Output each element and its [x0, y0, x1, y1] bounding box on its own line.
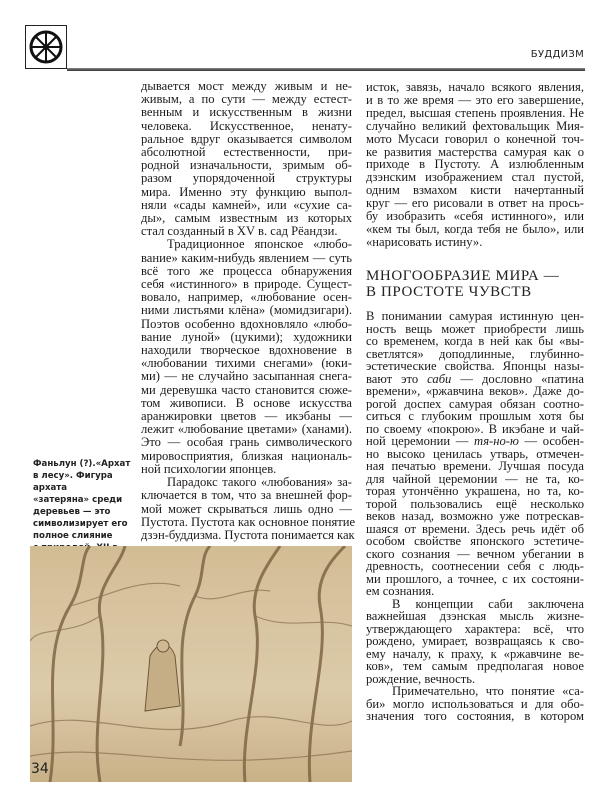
- text-line: вовало, например, «любование осен-: [141, 290, 352, 305]
- page-number: 34: [31, 761, 49, 777]
- caption-line: полное слияние: [33, 531, 113, 541]
- arhat-in-forest-painting: [30, 546, 352, 782]
- text-line: Традиционное японское «любо-: [167, 237, 352, 252]
- text-line: аранжировки цветов — икэбаны —: [141, 409, 352, 424]
- text-line: «кем ты был, когда тебя не было», или: [366, 221, 584, 236]
- caption-line: деревьев — это: [33, 507, 111, 517]
- text-line: ков», тем самым предполагая новое: [366, 659, 584, 673]
- section-heading-line: МНОГООБРАЗИЕ МИРА —: [366, 268, 560, 284]
- caption-line: Фаньлун (?).«Архат: [33, 459, 131, 469]
- text-line: случайно великий фехтовальщик Мия-: [366, 118, 584, 133]
- text-line: ной церемонии — тя-но-ю — особен-: [366, 434, 584, 448]
- caption-line: в лесу». Фигура архата: [33, 471, 113, 493]
- text-line: торая утончённо украшена, но та, ко-: [366, 484, 584, 498]
- text-line: себя «истинного» в природе. Сущест-: [141, 277, 352, 292]
- text-line: Примечательно, что понятие «са-: [392, 684, 584, 698]
- text-line: разом упорядоченной структуры: [141, 171, 352, 186]
- text-line: дывается мост между живым и не-: [141, 79, 352, 93]
- text-line: человека. Искусственное, ненату-: [141, 118, 352, 133]
- text-line: предел, высшая степень проявления. Не: [366, 105, 584, 120]
- text-line: ральное вдруг оказывается символом: [141, 131, 352, 146]
- text-line: лежит «любование цветами» (ханами).: [141, 422, 352, 437]
- text-line: ми) — не случайно засыпанная снега-: [141, 369, 352, 384]
- text-line: значения того состояния, в котором: [366, 709, 584, 723]
- text-line: «нарисовать истину».: [366, 234, 483, 249]
- text-column-2-top: [366, 81, 584, 249]
- text-line: ми деревушка часто становится сюже-: [141, 382, 352, 397]
- text-line: ем сознания.: [366, 584, 435, 598]
- text-line: «любовании тихими снегами» (юки-: [141, 356, 352, 371]
- text-line: ситься с глубоким прошлым хотя бы: [366, 409, 584, 423]
- text-line: дзэнским изображением стал пустой,: [366, 170, 584, 185]
- caption-line: «затеряна» среди: [33, 495, 123, 505]
- text-line: рогой доспех самурая обязан соотно-: [366, 396, 584, 411]
- text-line: шаяся от времени. Здесь речь идёт об: [366, 521, 584, 536]
- text-line: том живописи. В основе искусства: [141, 395, 352, 410]
- text-line: абсолютной естественности, при-: [141, 145, 352, 160]
- text-line: дзэн-буддизма. Пустота понимается как: [141, 527, 355, 542]
- text-line: особом свойстве японского эстетиче-: [366, 534, 584, 548]
- text-line: времени», «ржавчина веков». Даже до-: [366, 384, 584, 398]
- text-line: веков назад, возможно уже потрескав-: [366, 509, 584, 523]
- text-line: родной изначальности, зримым об-: [141, 158, 352, 173]
- text-line: ского сознания — вечном убегании в: [366, 546, 584, 561]
- text-line: В концепции саби заключена: [392, 596, 584, 611]
- text-line: мой может скрываться лишь одно —: [141, 501, 352, 516]
- text-line: бу изобразить «себя истинного», или: [366, 209, 584, 224]
- text-line: эстетические свойства. Японцы назы-: [366, 359, 584, 373]
- text-line: ключается в том, что за внешней фор-: [141, 488, 352, 503]
- text-line: ность вещь может приобрести лишь: [366, 321, 584, 336]
- text-line: утверждающего характера: всё, что: [366, 621, 584, 636]
- text-line: мира. Именно эту функцию выпол-: [141, 184, 352, 199]
- text-line: живым, а по сути — между естест-: [141, 92, 352, 107]
- text-column-2-bottom: [366, 310, 584, 723]
- text-line: круг — его рисовали в ответ на прось-: [366, 196, 584, 211]
- text-line: мото Мусаси говорил о конечной точ-: [366, 131, 584, 146]
- text-line: ды», самым известным из которых: [141, 211, 352, 226]
- dharma-wheel-logo: [25, 25, 67, 69]
- text-line: исток, завязь, начало всякого явления,: [366, 80, 584, 94]
- text-column-1: [141, 79, 356, 542]
- text-line: со временем, когда в ней как бы «вы-: [366, 334, 584, 348]
- text-line: Парадокс такого «любования» за-: [167, 475, 352, 490]
- text-line: торой пользовались ещё несколько: [366, 496, 584, 511]
- text-line: важнейшая дзэнская мысль жизне-: [366, 609, 584, 623]
- text-line: В понимании самурая истинную цен-: [366, 309, 584, 323]
- text-line: рождено, умирает, возвращаясь к сво-: [366, 634, 584, 648]
- text-line: вание» каким-нибудь явлением — суть: [141, 250, 352, 265]
- text-line: ке развития мастерства самурая как о: [366, 144, 584, 159]
- text-line: ему началу, к праху, к «ржавчине ве-: [366, 646, 584, 661]
- text-line: приходе в Пустоту. А излюбленным: [366, 157, 584, 172]
- section-title: БУДДИЗМ: [530, 49, 584, 60]
- text-line: находили творческое вдохновение в: [141, 343, 352, 358]
- text-line: вают это саби — дословно «патина: [366, 371, 584, 386]
- text-line: няли «сады камней», или «сухие са-: [141, 197, 352, 212]
- text-line: рождение, вечность.: [366, 671, 476, 686]
- text-line: древность, соотнесении себя с людь-: [366, 559, 584, 573]
- text-line: ми прошлого, а точнее, с их состояни-: [366, 571, 584, 586]
- figure-caption: [33, 458, 133, 554]
- text-line: би» могло использоваться и для обо-: [366, 696, 584, 711]
- text-line: по своему «покрою». В икэбане и чай-: [366, 421, 584, 436]
- text-line: венным и искусственным в жизни: [141, 105, 352, 120]
- text-line: вание луной» (цукими); художники: [141, 329, 352, 344]
- section-heading: [366, 268, 586, 300]
- text-line: ной психологии японцев.: [141, 461, 277, 476]
- text-line: светлятся» доподлинные, глубинно-: [366, 346, 584, 361]
- text-line: одним взмахом кисти начертанный: [366, 183, 584, 198]
- dharma-wheel-icon: [29, 30, 63, 64]
- text-line: для чайной церемонии — не та, ко-: [366, 471, 584, 486]
- text-line: Пустота. Пустота как основное понятие: [141, 514, 356, 529]
- text-line: и в то же время — это его завершение,: [366, 92, 584, 107]
- text-line: Это — особая грань символического: [141, 435, 352, 450]
- text-line: ними листьями клёна» (момидзигари).: [141, 303, 352, 318]
- text-line: всё того же процесса обнаружения: [141, 263, 352, 278]
- header-rule: [67, 68, 585, 71]
- text-line: ная печатью времени. Лучшая посуда: [366, 459, 584, 473]
- text-line: Поэтов особенно вдохновляло «любо-: [141, 316, 352, 331]
- text-line: стал созданный в XV в. сад Рёандзи.: [141, 224, 338, 239]
- text-line: но высоко ценилась утварь, отмечен-: [366, 446, 584, 461]
- section-heading-line: В ПРОСТОТЕ ЧУВСТВ: [366, 284, 532, 300]
- caption-line: символизирует его: [33, 519, 128, 529]
- text-line: мировосприятия, близкая националь-: [141, 448, 352, 463]
